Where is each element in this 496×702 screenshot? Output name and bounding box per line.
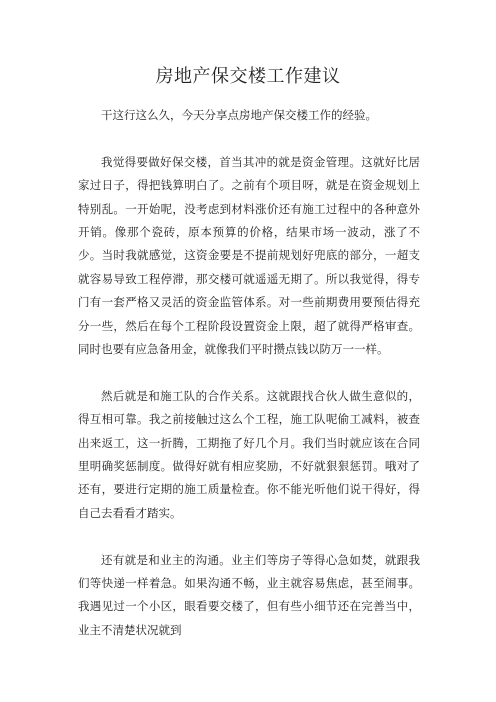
- intro-paragraph: 干这行这么久，今天分享点房地产保交楼工作的经验。: [101, 108, 377, 122]
- document-title: 房地产保交楼工作建议: [155, 66, 341, 87]
- paragraph-owner-communication: 还有就是和业主的沟通。业主们等房子等得心急如焚，就跟我们等快递一样着急。如果沟通不畅，业主就容易焦虑，甚至闹事。我遇见过一个小区，眼看要交楼了，但有些小细节还在完善当中，业主不清楚状况就到: [78, 552, 420, 637]
- paragraph-funding: 我觉得要做好保交楼，首当其冲的就是资金管理。这就好比居家过日子，得把钱算明白了。之前有个项目呀，就是在资金规划上特别乱。一开始呢，没考虑到材料涨价还有施工过程中的各种意外开销。像那个瓷砖，原本预算的价格，结果市场一波动，涨了不少。当时我就感觉，这资金要是不提前规划好兜底的部分，一超支就容易导致工程停滞，那交楼可就遥遥无期了。所以我觉得，得专门有一套严格又灵活的资金监管体系。对一些前期费用要预估得充分一些，然后在每个工程阶段设置资金上限，超了就得严格审查。同时也要有应急备用金，就像我们平时攒点钱以防万一一样。: [78, 154, 420, 357]
- document-body: [78, 104, 420, 642]
- paragraph-contractor: 然后就是和施工队的合作关系。这就跟找合伙人做生意似的，得互相可靠。我之前接触过这么个工程，施工队呢偷工减料，被查出来返工，这一折腾，工期拖了好几个月。我们当时就应该在合同里明确奖惩制度。做得好就有相应奖励，不好就狠狠惩罚。哦对了还有，要进行定期的施工质量检查。你不能光听他们说干得好，得自己去看看才踏实。: [78, 388, 420, 520]
